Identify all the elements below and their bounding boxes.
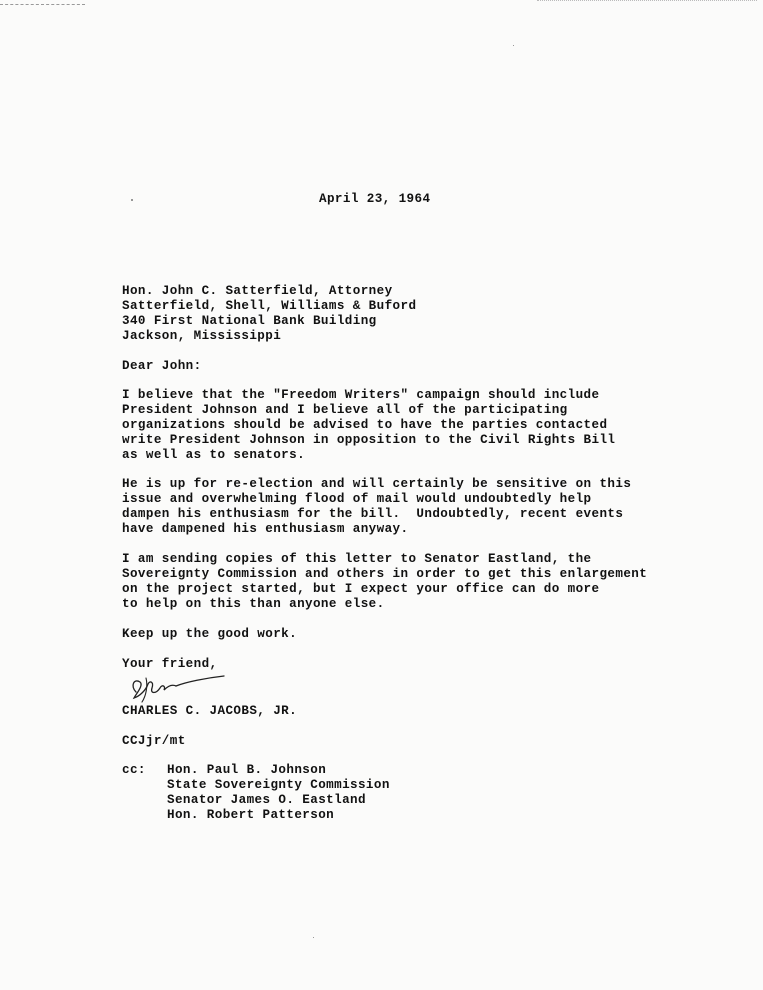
paragraph-line: as well as to senators. bbox=[122, 448, 306, 462]
scan-speck bbox=[513, 45, 514, 46]
scan-artifact-top-right bbox=[537, 0, 757, 3]
recipient-city: Jackson, Mississippi bbox=[122, 329, 282, 343]
body-paragraph-1 bbox=[122, 388, 742, 463]
recipient-name: Hon. John C. Satterfield, Attorney bbox=[122, 284, 393, 298]
paragraph-line: on the project started, but I expect your office can do more bbox=[122, 582, 600, 596]
signer-name: CHARLES C. JACOBS, JR. bbox=[122, 704, 298, 718]
paragraph-line: to help on this than anyone else. bbox=[122, 597, 385, 611]
paragraph-line: I am sending copies of this letter to Senator Eastland, the bbox=[122, 552, 592, 566]
scan-artifact-top-left bbox=[0, 4, 85, 7]
scan-speck bbox=[131, 199, 133, 201]
cc-recipient: Hon. Robert Patterson bbox=[167, 808, 335, 822]
salutation: Dear John: bbox=[122, 359, 202, 373]
paragraph-line: write President Johnson in opposition to the Civil Rights Bill bbox=[122, 433, 616, 447]
cc-recipient: State Sovereignty Commission bbox=[167, 778, 390, 792]
typist-initials: CCJjr/mt bbox=[122, 734, 186, 748]
paragraph-line: issue and overwhelming flood of mail would undoubtedly help bbox=[122, 492, 592, 506]
cc-label: cc: bbox=[122, 763, 146, 777]
recipient-street: 340 First National Bank Building bbox=[122, 314, 377, 328]
paragraph-line: organizations should be advised to have the parties contacted bbox=[122, 418, 608, 432]
recipient-firm: Satterfield, Shell, Williams & Buford bbox=[122, 299, 417, 313]
paragraph-line: have dampened his enthusiasm anyway. bbox=[122, 522, 409, 536]
cc-recipient: Hon. Paul B. Johnson bbox=[167, 763, 327, 777]
handwritten-signature bbox=[126, 672, 236, 704]
body-paragraph-4 bbox=[122, 627, 742, 642]
cc-recipient: Senator James O. Eastland bbox=[167, 793, 366, 807]
paragraph-line: President Johnson and I believe all of the participating bbox=[122, 403, 568, 417]
closing: Your friend, bbox=[122, 657, 218, 671]
scan-speck bbox=[313, 937, 314, 938]
paragraph-line: Keep up the good work. bbox=[122, 627, 298, 641]
paragraph-line: dampen his enthusiasm for the bill. Undoubtedly, recent events bbox=[122, 507, 624, 521]
paragraph-line: Sovereignty Commission and others in order to get this enlargement bbox=[122, 567, 648, 581]
paragraph-line: I believe that the "Freedom Writers" campaign should include bbox=[122, 388, 600, 402]
body-paragraph-3 bbox=[122, 552, 742, 612]
paragraph-line: He is up for re-election and will certainly be sensitive on this bbox=[122, 477, 632, 491]
body-paragraph-2 bbox=[122, 477, 742, 537]
cc-list bbox=[167, 763, 390, 823]
letter-date: April 23, 1964 bbox=[319, 192, 431, 206]
